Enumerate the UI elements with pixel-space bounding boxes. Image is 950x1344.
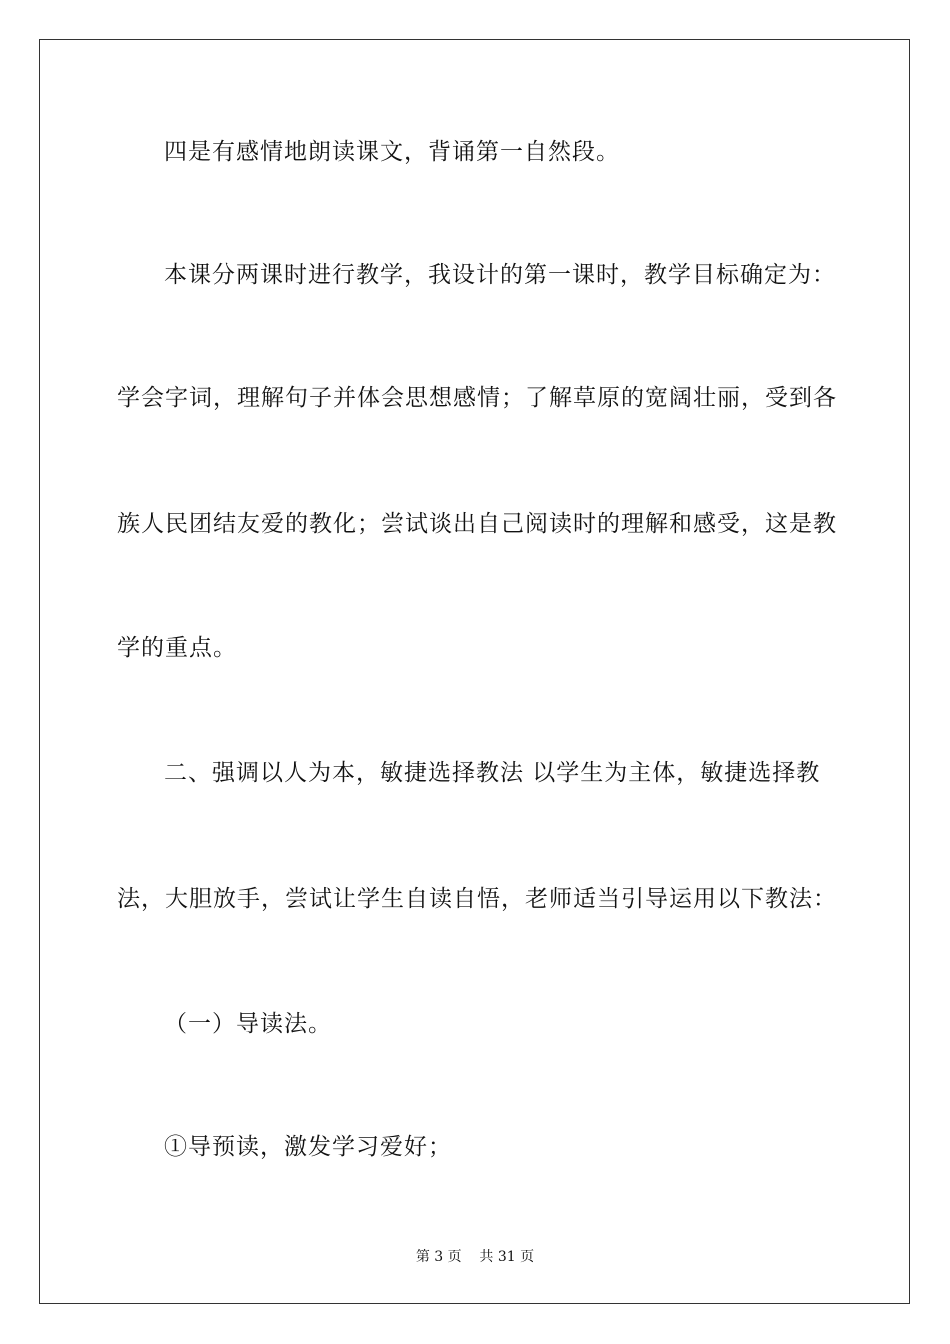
list-item: ①导预读，激发学习爱好； xyxy=(164,1134,452,1160)
page-number: 第 3 页 共 31 页 xyxy=(415,1249,535,1265)
paragraph-line: 族人民团结友爱的教化；尝试谈出自己阅读时的理解和感受，这是教 xyxy=(117,511,837,537)
section-heading: （一）导读法。 xyxy=(164,1011,332,1037)
paragraph-line: 学会字词，理解句子并体会思想感情；了解草原的宽阔壮丽，受到各 xyxy=(117,385,837,411)
paragraph-line: 四是有感情地朗读课文，背诵第一自然段。 xyxy=(164,139,620,165)
paragraph-line: 学的重点。 xyxy=(117,635,237,661)
paragraph-line: 法，大胆放手，尝试让学生自读自悟，老师适当引导运用以下教法： xyxy=(117,886,837,912)
paragraph-line: 二、强调以人为本，敏捷选择教法 以学生为主体，敏捷选择教 xyxy=(164,760,821,786)
page-border xyxy=(39,39,910,1304)
paragraph-line: 本课分两课时进行教学，我设计的第一课时，教学目标确定为： xyxy=(164,262,836,288)
